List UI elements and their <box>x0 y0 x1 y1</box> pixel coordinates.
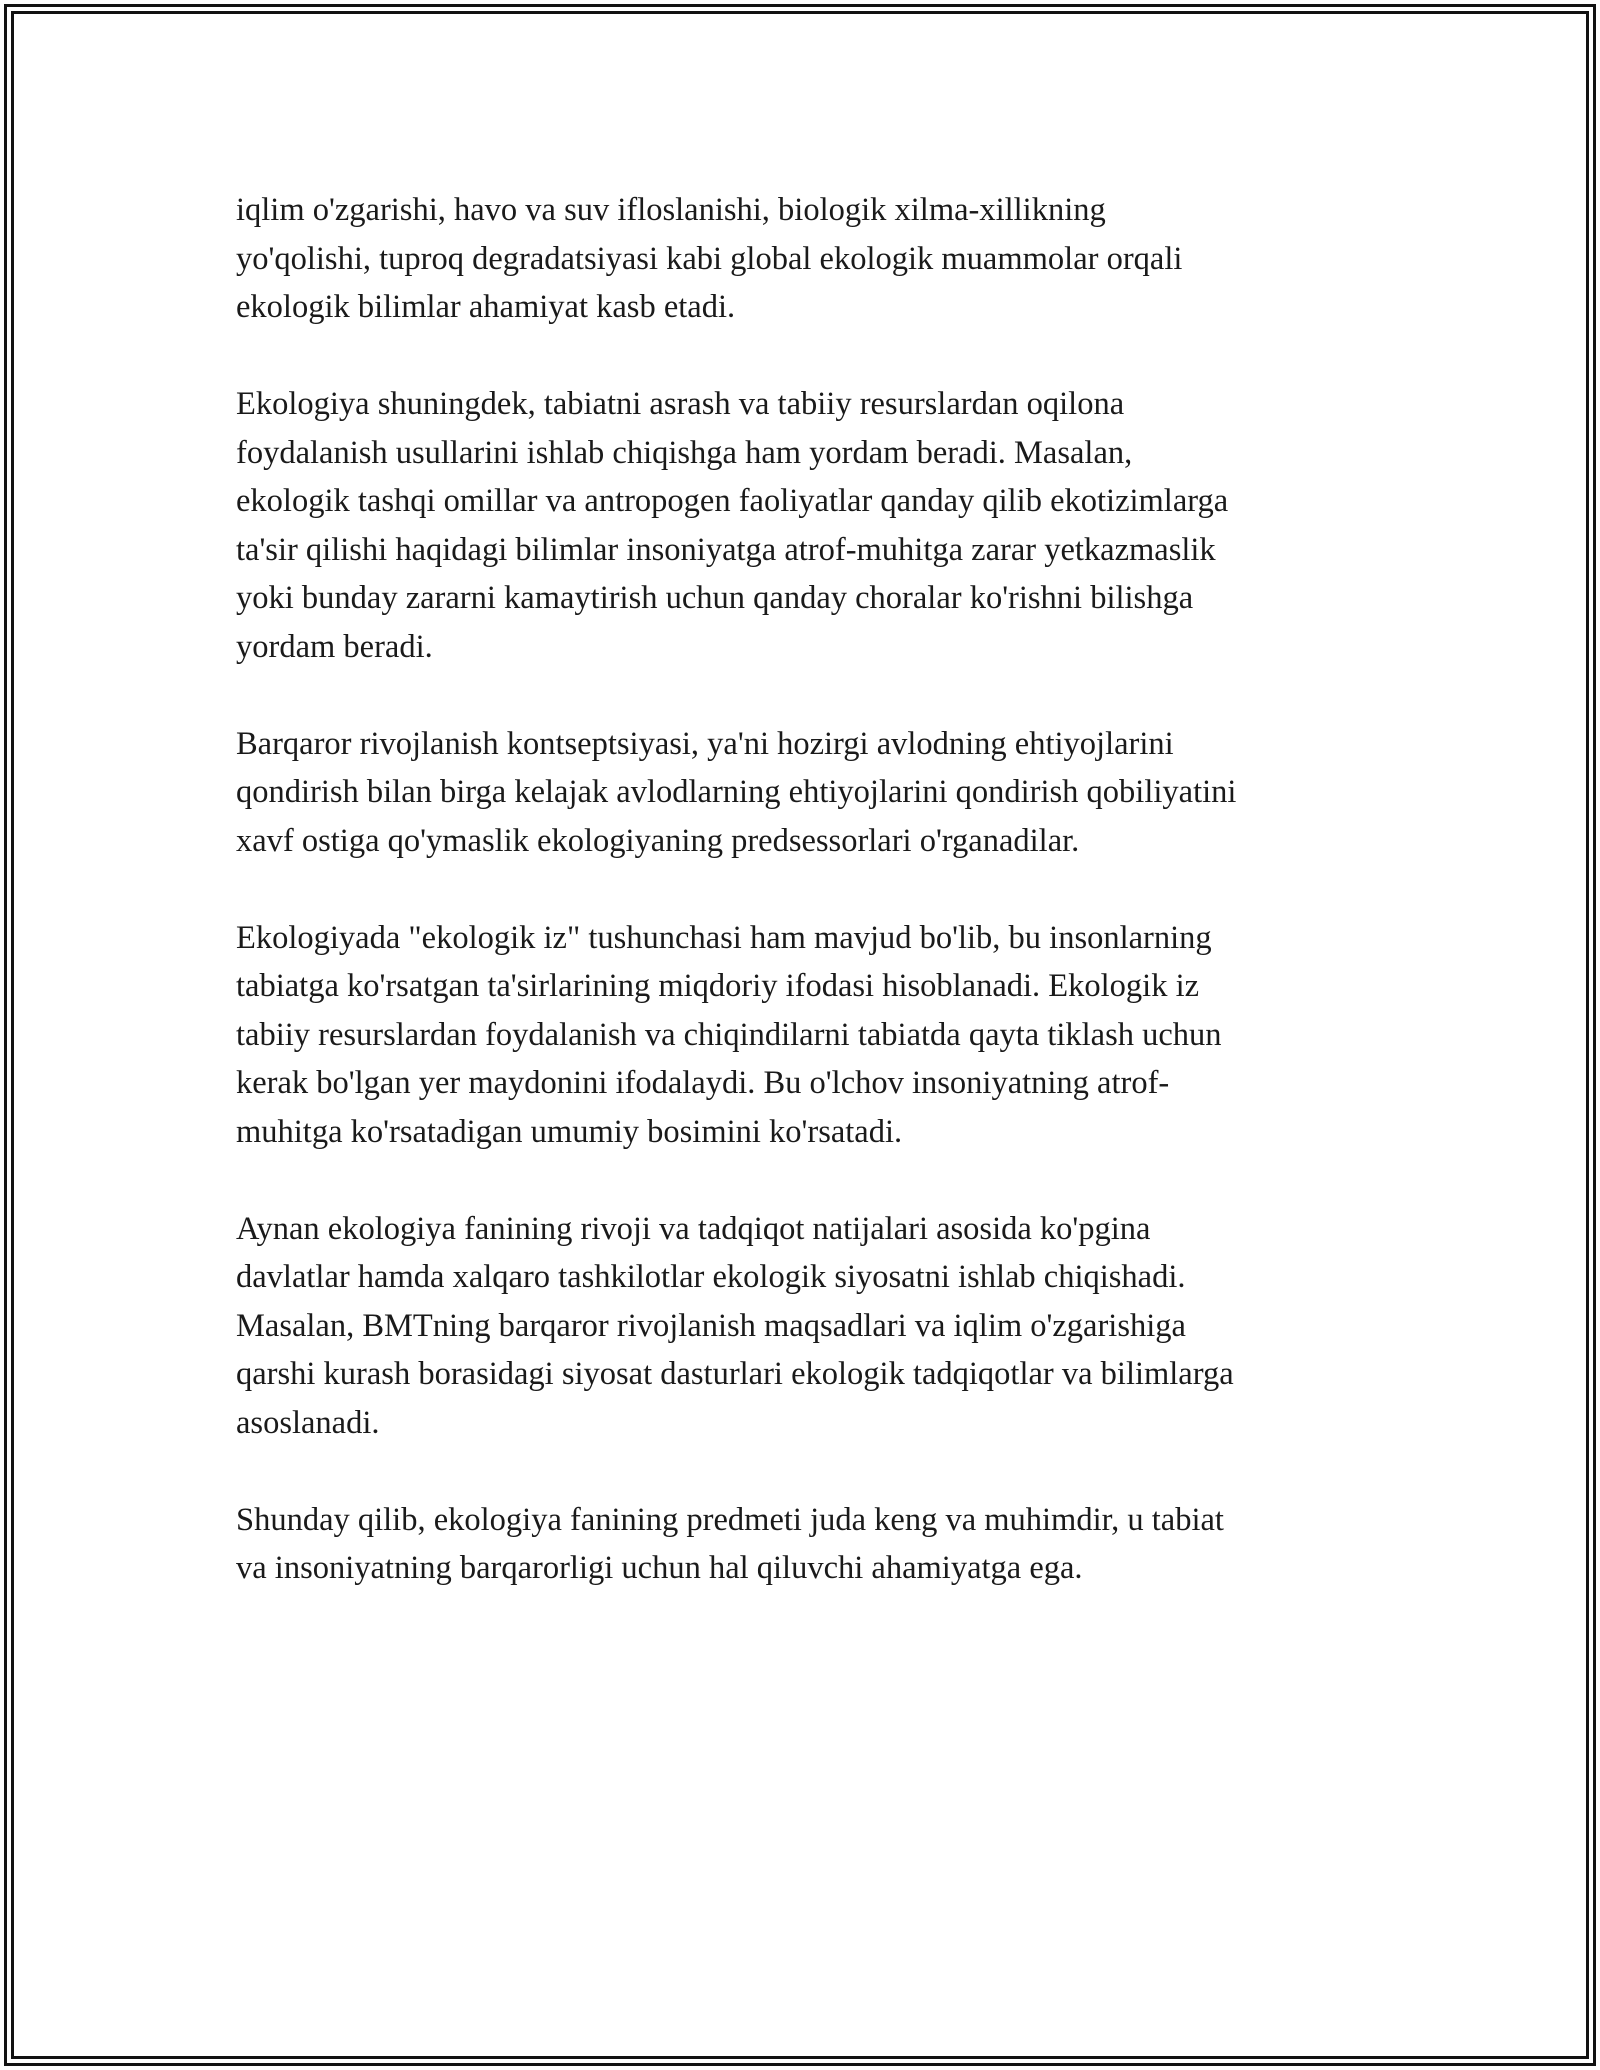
paragraph-3: Barqaror rivojlanish kontseptsiyasi, ya'ni hozirgi avlodning ehtiyojlarini qondirish bilan birga kelajak avlodlarning ehtiyojlarini qondirish qobiliyatini xavf ostiga qo'ymaslik ekologiyaning predsessorlari o'rganadilar. <box>236 725 1237 859</box>
paragraph-1: iqlim o'zgarishi, havo va suv ifloslanishi, biologik xilma-xillikning yo'qolishi, tuproq degradatsiyasi kabi global ekologik muammolar orqali ekologik bilimlar ahamiyat kasb etadi. <box>236 192 1183 325</box>
paragraph-4: Ekologiyada "ekologik iz" tushunchasi ham mavjud bo'lib, bu insonlarning tabiatga ko'rsatgan ta'sirlarining miqdoriy ifodasi hisoblanadi. Ekologik iz tabiiy resurslardan foydalanish va chiqindilarni tabiatda qayta tiklash uchun kerak bo'lgan yer maydonini ifodalaydi. Bu o'lchov insoniyatning atrof- muhitga ko'rsatadigan umumiy bosimini ko'rsatadi. <box>236 919 1222 1150</box>
paragraph-5: Aynan ekologiya fanining rivoji va tadqiqot natijalari asosida ko'pgina davlatlar hamda xalqaro tashkilotlar ekologik siyosatni ishlab chiqishadi. Masalan, BMTning barqaror rivojlanish maqsadlari va iqlim o'zgarishiga qarshi kurash borasidagi siyosat dasturlari ekologik tadqiqotlar va bilimlarga asoslanadi. <box>236 1210 1234 1441</box>
document-body <box>236 186 1376 1641</box>
paragraph-6: Shunday qilib, ekologiya fanining predmeti juda keng va muhimdir, u tabiat va insoniyatning barqarorligi uchun hal qiluvchi ahamiyatga ega. <box>236 1501 1224 1586</box>
paragraph-2: Ekologiya shuningdek, tabiatni asrash va tabiiy resurslardan oqilona foydalanish usullarini ishlab chiqishga ham yordam beradi. Masalan, ekologik tashqi omillar va antropogen faoliyatlar qanday qilib ekotizimlarga ta'sir qilishi haqidagi bilimlar insoniyatga atrof-muhitga zarar yetkazmaslik yoki bunday zararni kamaytirish uchun qanday choralar ko'rishni bilishga yordam beradi. <box>236 386 1229 665</box>
